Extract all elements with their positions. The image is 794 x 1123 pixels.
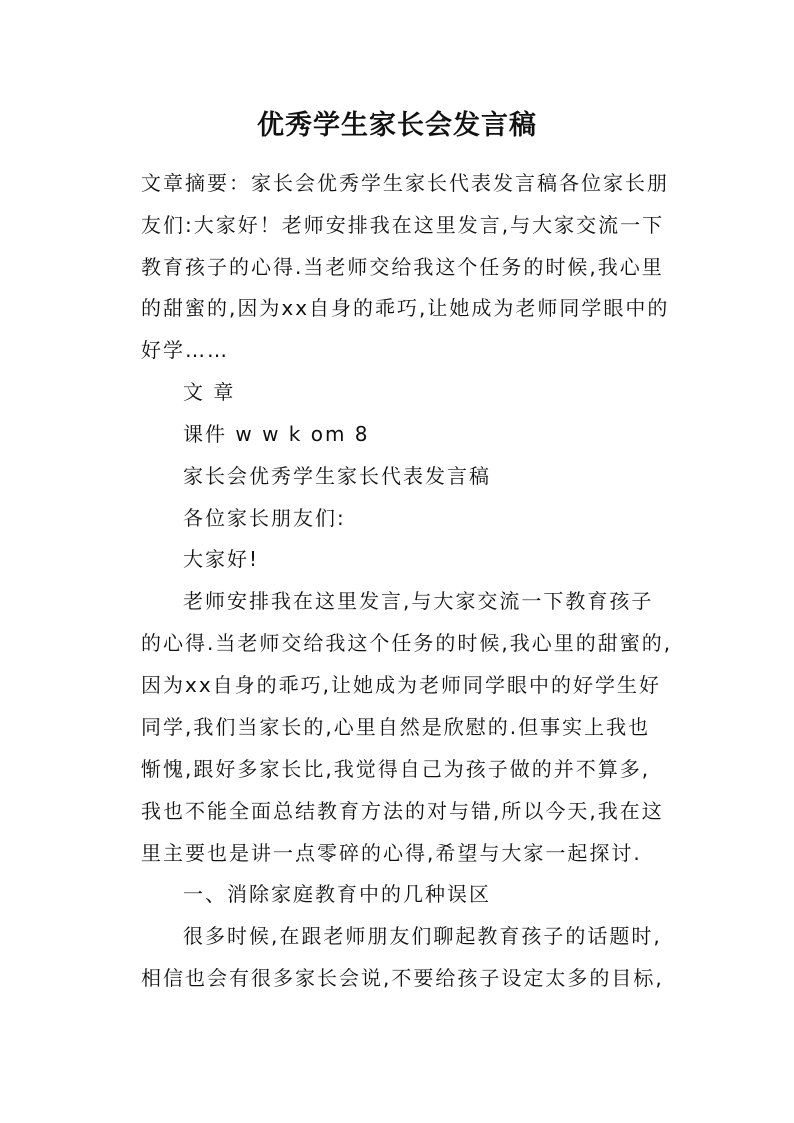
salutation-line: 各位家长朋友们: [183,506,346,530]
article-label: 文 章 [183,380,236,404]
document-title: 优秀学生家长会发言稿 [257,110,537,141]
body-line-3: 因为xx自身的乖巧,让她成为老师同学眼中的好学生好 [141,673,662,697]
source-line: 课件 w w k om 8 [183,422,370,446]
subtitle-line: 家长会优秀学生家长代表发言稿 [183,464,491,488]
body-line-4: 同学,我们当家长的,心里自然是欣慰的.但事实上我也 [141,715,651,739]
body-line-2: 的心得.当老师交给我这个任务的时候,我心里的甜蜜的, [141,631,673,655]
body-line-1: 老师安排我在这里发言,与大家交流一下教育孩子 [183,589,654,613]
greeting-line: 大家好! [183,547,260,571]
section-line-1: 很多时候,在跟老师朋友们聊起教育孩子的话题时, [183,924,662,948]
summary-line-4: 的甜蜜的,因为xx自身的乖巧,让她成为老师同学眼中的 [141,296,670,320]
summary-line-2: 友们:大家好！老师安排我在这里发言,与大家交流一下 [141,213,665,237]
summary-line-5: 好学…… [141,338,229,362]
body-line-7: 里主要也是讲一点零碎的心得,希望与大家一起探讨. [141,841,642,865]
body-line-5: 惭愧,跟好多家长比,我觉得自己为孩子做的并不算多, [141,757,651,781]
section-heading: 一、消除家庭教育中的几种误区 [183,882,491,906]
section-line-2: 相信也会有很多家长会说,不要给孩子设定太多的目标, [141,966,664,990]
summary-line-3: 教育孩子的心得.当老师交给我这个任务的时候,我心里 [141,255,664,279]
summary-line-1: 文章摘要：家长会优秀学生家长代表发言稿各位家长朋 [141,171,669,195]
body-line-6: 我也不能全面总结教育方法的对与错,所以今天,我在这 [141,799,664,823]
